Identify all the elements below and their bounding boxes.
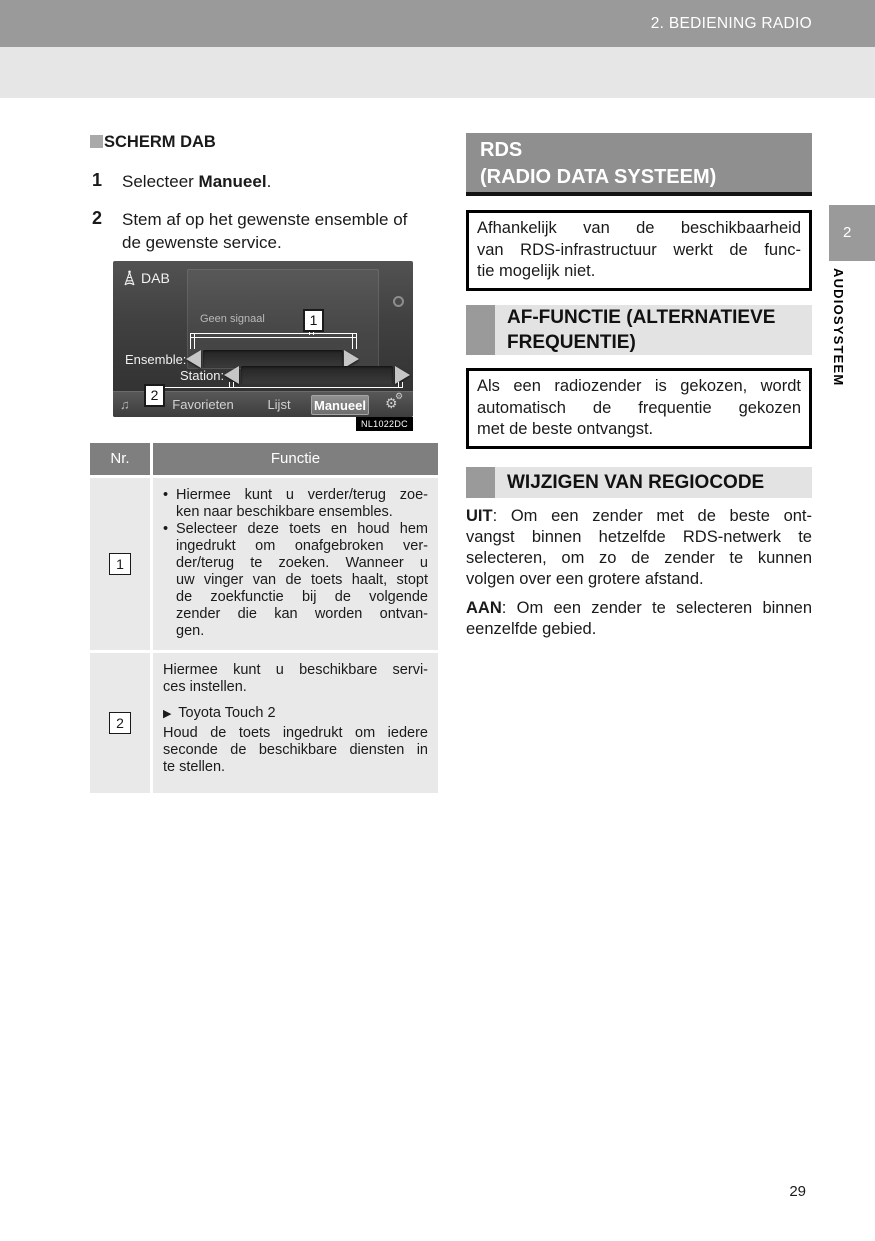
callout-1-bracket-left	[190, 333, 195, 349]
row-2-model-marker: ▶ Toyota Touch 2	[163, 705, 276, 721]
table-row	[90, 478, 438, 650]
tab-manueel: Manueel	[311, 395, 369, 415]
step-2-number: 2	[92, 208, 103, 228]
audio-source-icon: ♫	[120, 397, 130, 412]
chapter-tab	[829, 205, 875, 261]
table-header-nr: Nr.	[90, 443, 150, 475]
ensemble-label: Ensemble:	[125, 352, 187, 367]
section-heading: SCHERM DAB	[90, 133, 216, 152]
dab-screen	[113, 261, 413, 417]
row-2-paragraph-2: Houd de toets ingedrukt om iedere seconde de beschikbare diensten in te stellen.	[163, 725, 428, 775]
figure-code-label: NL1022DC	[356, 417, 413, 431]
af-note-box: Als een radiozender is gekozen, wordt automatisch de frequentie gekozen met de beste ontvangst.	[466, 368, 812, 449]
regiocode-section-bar	[466, 467, 812, 498]
dab-source-label: DAB	[123, 270, 170, 286]
square-bullet-icon	[90, 135, 103, 148]
play-marker-icon: ▶	[163, 708, 172, 720]
no-signal-text: Geen signaal	[200, 313, 265, 325]
broadcast-tower-icon	[123, 270, 136, 286]
rds-note-box: Afhankelijk van de beschikbaarheid van RDS-infrastructuur werkt de func- tie mogelijk niet.	[466, 210, 812, 291]
row-1-bullet-1: • Hiermee kunt u verder/terug zoe- ken naar beschikbare ensembles.	[163, 487, 428, 520]
dab-screen-figure	[113, 261, 413, 431]
tab-favorieten: Favorieten	[172, 397, 234, 412]
row-2-key: 2	[109, 712, 131, 734]
page-header-bar	[0, 0, 875, 47]
table-row	[90, 653, 438, 793]
step-1-number: 1	[92, 170, 103, 190]
callout-1-bracket-right	[352, 333, 357, 349]
row-2-paragraph-1: Hiermee kunt u beschikbare servi- ces instellen.	[163, 662, 428, 695]
station-label: Station:	[180, 368, 225, 383]
page-header-title: 2. BEDIENING RADIO	[650, 15, 812, 32]
page-number: 29	[789, 1183, 806, 1200]
bullet-icon: •	[163, 521, 169, 537]
callout-1-bracket	[190, 333, 357, 338]
tab-lijst: Lijst	[267, 397, 291, 412]
callout-2-bracket-left	[229, 382, 234, 388]
bullet-icon: •	[163, 487, 169, 503]
step-1	[90, 170, 450, 193]
row-1-bullet-2: • Selecteer deze toets en houd hem ingedrukt om onafgebroken ver- der/terug te zoeken. Wanneer u uw vinger van de toets haalt, stopt de zoekfunctie bij de volgende zender die kan worden ontvan- gen.	[163, 521, 428, 639]
callout-2: 2	[144, 384, 165, 407]
section-square-icon	[466, 305, 495, 355]
ensemble-prev-arrow	[186, 350, 201, 368]
callout-2-bracket-right	[398, 382, 403, 388]
station-value-strip	[241, 366, 393, 384]
table-header-row	[90, 443, 438, 475]
aan-paragraph: AAN: Om een zender te selecteren binnen eenzelfde gebied.	[466, 599, 812, 638]
section-square-icon	[466, 467, 495, 498]
regiocode-section-title: WIJZIGEN VAN REGIOCODE	[507, 472, 765, 493]
header-band	[0, 47, 875, 98]
rds-section-title: RDS (RADIO DATA SYSTEEM)	[480, 139, 717, 188]
uit-paragraph: UIT: Om een zender met de beste ont- vangst binnen hetzelfde RDS-netwerk te selecteren, om zo de zender te kunnen volgen over een grotere afstand.	[466, 507, 812, 588]
table-header-functie: Functie	[153, 443, 438, 475]
row-1-key: 1	[109, 553, 131, 575]
step-2-text: Stem af op het gewenste ensemble of de gewenste service.	[122, 210, 408, 252]
chapter-label-vertical: AUDIOSYSTEEM	[831, 268, 846, 387]
af-section-title: AF-FUNCTIE (ALTERNATIEVE FREQUENTIE)	[507, 307, 776, 353]
function-table	[90, 443, 438, 793]
status-circle-icon	[393, 296, 404, 307]
gear-small-icon: ⚙	[395, 391, 404, 401]
rds-section-header	[466, 133, 812, 196]
af-section-bar	[466, 305, 812, 355]
step-1-text: Selecteer Manueel.	[122, 172, 272, 191]
step-2	[90, 208, 450, 254]
callout-1: 1	[303, 309, 324, 332]
gear-icon: ⚙ ⚙	[385, 391, 404, 411]
chapter-number: 2	[843, 224, 852, 241]
